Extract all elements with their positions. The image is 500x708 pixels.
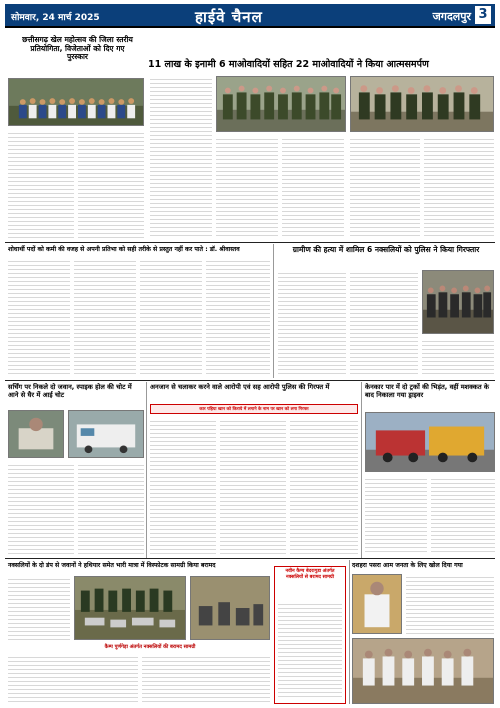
photo-truck-accident bbox=[365, 412, 495, 472]
headline-explosives-seized: नक्सलियों के दो डंप से जवानों ने हथियार समेत भारी मात्रा में विस्फोटक सामग्री किया बरामद bbox=[8, 562, 216, 569]
story-text bbox=[220, 418, 286, 554]
subheadline-camp: कैम्प पुर्णगेड़ा अंतर्गत नक्सलियों की बरामद सामग्री bbox=[104, 644, 196, 650]
story-text bbox=[8, 130, 74, 238]
story-text bbox=[8, 576, 70, 640]
page-number: 3 bbox=[475, 6, 491, 24]
story-text bbox=[150, 76, 212, 238]
divider bbox=[5, 380, 495, 381]
photo-dussehra-people bbox=[352, 638, 494, 704]
photo-seized-material-2 bbox=[190, 576, 270, 640]
story-text bbox=[290, 418, 358, 554]
story-text bbox=[365, 476, 427, 554]
photo-sports-winners bbox=[8, 78, 144, 126]
story-text bbox=[424, 136, 494, 238]
story-text bbox=[431, 476, 495, 554]
story-text bbox=[78, 130, 144, 238]
divider bbox=[5, 558, 495, 559]
story-text bbox=[140, 258, 202, 376]
story-text bbox=[8, 462, 74, 554]
divider bbox=[361, 382, 362, 558]
divider bbox=[273, 244, 274, 378]
story-text bbox=[8, 654, 138, 702]
divider bbox=[146, 382, 147, 558]
edition-city: जगदलपुर bbox=[432, 10, 471, 23]
story-text bbox=[406, 574, 494, 634]
story-text bbox=[150, 418, 216, 554]
divider bbox=[349, 560, 350, 704]
photo-arrested-naxals bbox=[422, 270, 494, 334]
headline-researchers: शोधार्थी पदों को कमी की वजह से अपनी प्रतिभा को सही तरीके से प्रस्तुत नहीं कर पाते : डॉ. श्रीवास्तव bbox=[8, 246, 240, 253]
masthead bbox=[5, 4, 495, 28]
headline-dussehra-pasra: दशहरा पसरा आम जनता के लिए खोल दिया गया bbox=[352, 562, 463, 569]
story-text bbox=[282, 136, 344, 238]
headline-sports-festival: छत्तीसगढ़ खेल महोत्सव की जिला स्तरीय प्रतियोगिता, विजेताओं को दिए गए पुरस्कार bbox=[22, 35, 133, 62]
story-text bbox=[8, 258, 70, 376]
photo-surrender-officials bbox=[350, 76, 494, 132]
headline-naxal-arrest: ग्रामीण की हत्या में शामिल 6 नक्सलियों को पुलिस ने किया गिरफ्तार bbox=[292, 245, 480, 254]
photo-injured-jawan bbox=[8, 410, 64, 458]
subheadline-box bbox=[150, 404, 358, 414]
photo-seized-material bbox=[74, 576, 186, 640]
headline-accused-arrested: अनजान से चलाकर करने वाले आरोपी एवं सह आरोपी पुलिस की गिरफ्त में bbox=[150, 383, 330, 391]
subheadline: कार पहिया खान को किराये में लगाने के नाम पर खान को लगा गिरफ्त bbox=[199, 407, 309, 412]
headline-jawans-injured: सर्चिंग पर निकले दो जवान, स्पाइक होल की चोट में आने से घैर में आई चोट bbox=[8, 383, 132, 399]
story-text bbox=[278, 601, 342, 699]
story-text bbox=[422, 338, 494, 376]
divider bbox=[5, 242, 495, 243]
headline-truck-collision: केनकार पार में दो ट्रकों की भिड़ंत, वहीं मशक्कत के बाद निकाला गया ड्राइवर bbox=[365, 383, 489, 399]
story-text bbox=[350, 136, 420, 238]
newspaper-title: हाईवे चैनल bbox=[195, 8, 263, 26]
story-text bbox=[206, 258, 270, 376]
story-text bbox=[78, 462, 144, 554]
photo-surrender-group bbox=[216, 76, 346, 132]
story-text bbox=[350, 270, 418, 376]
sidebar-box bbox=[274, 566, 346, 704]
story-text bbox=[278, 270, 346, 376]
story-text bbox=[216, 136, 278, 238]
story-text bbox=[142, 654, 270, 702]
issue-date: सोमवार, 24 मार्च 2025 bbox=[11, 13, 100, 23]
photo-ambulance bbox=[68, 410, 144, 458]
story-text bbox=[74, 258, 136, 376]
photo-dussehra-inauguration bbox=[352, 574, 402, 634]
lead-headline: 11 लाख के इनामी 6 माओवादियों सहित 22 माओवादियों ने किया आत्मसमर्पण bbox=[148, 59, 429, 70]
headline-camp-recovery: नवीन कैम्प बेदरागुडा अंतर्गत नक्सलियों से बरामद सामग्री bbox=[285, 569, 335, 580]
